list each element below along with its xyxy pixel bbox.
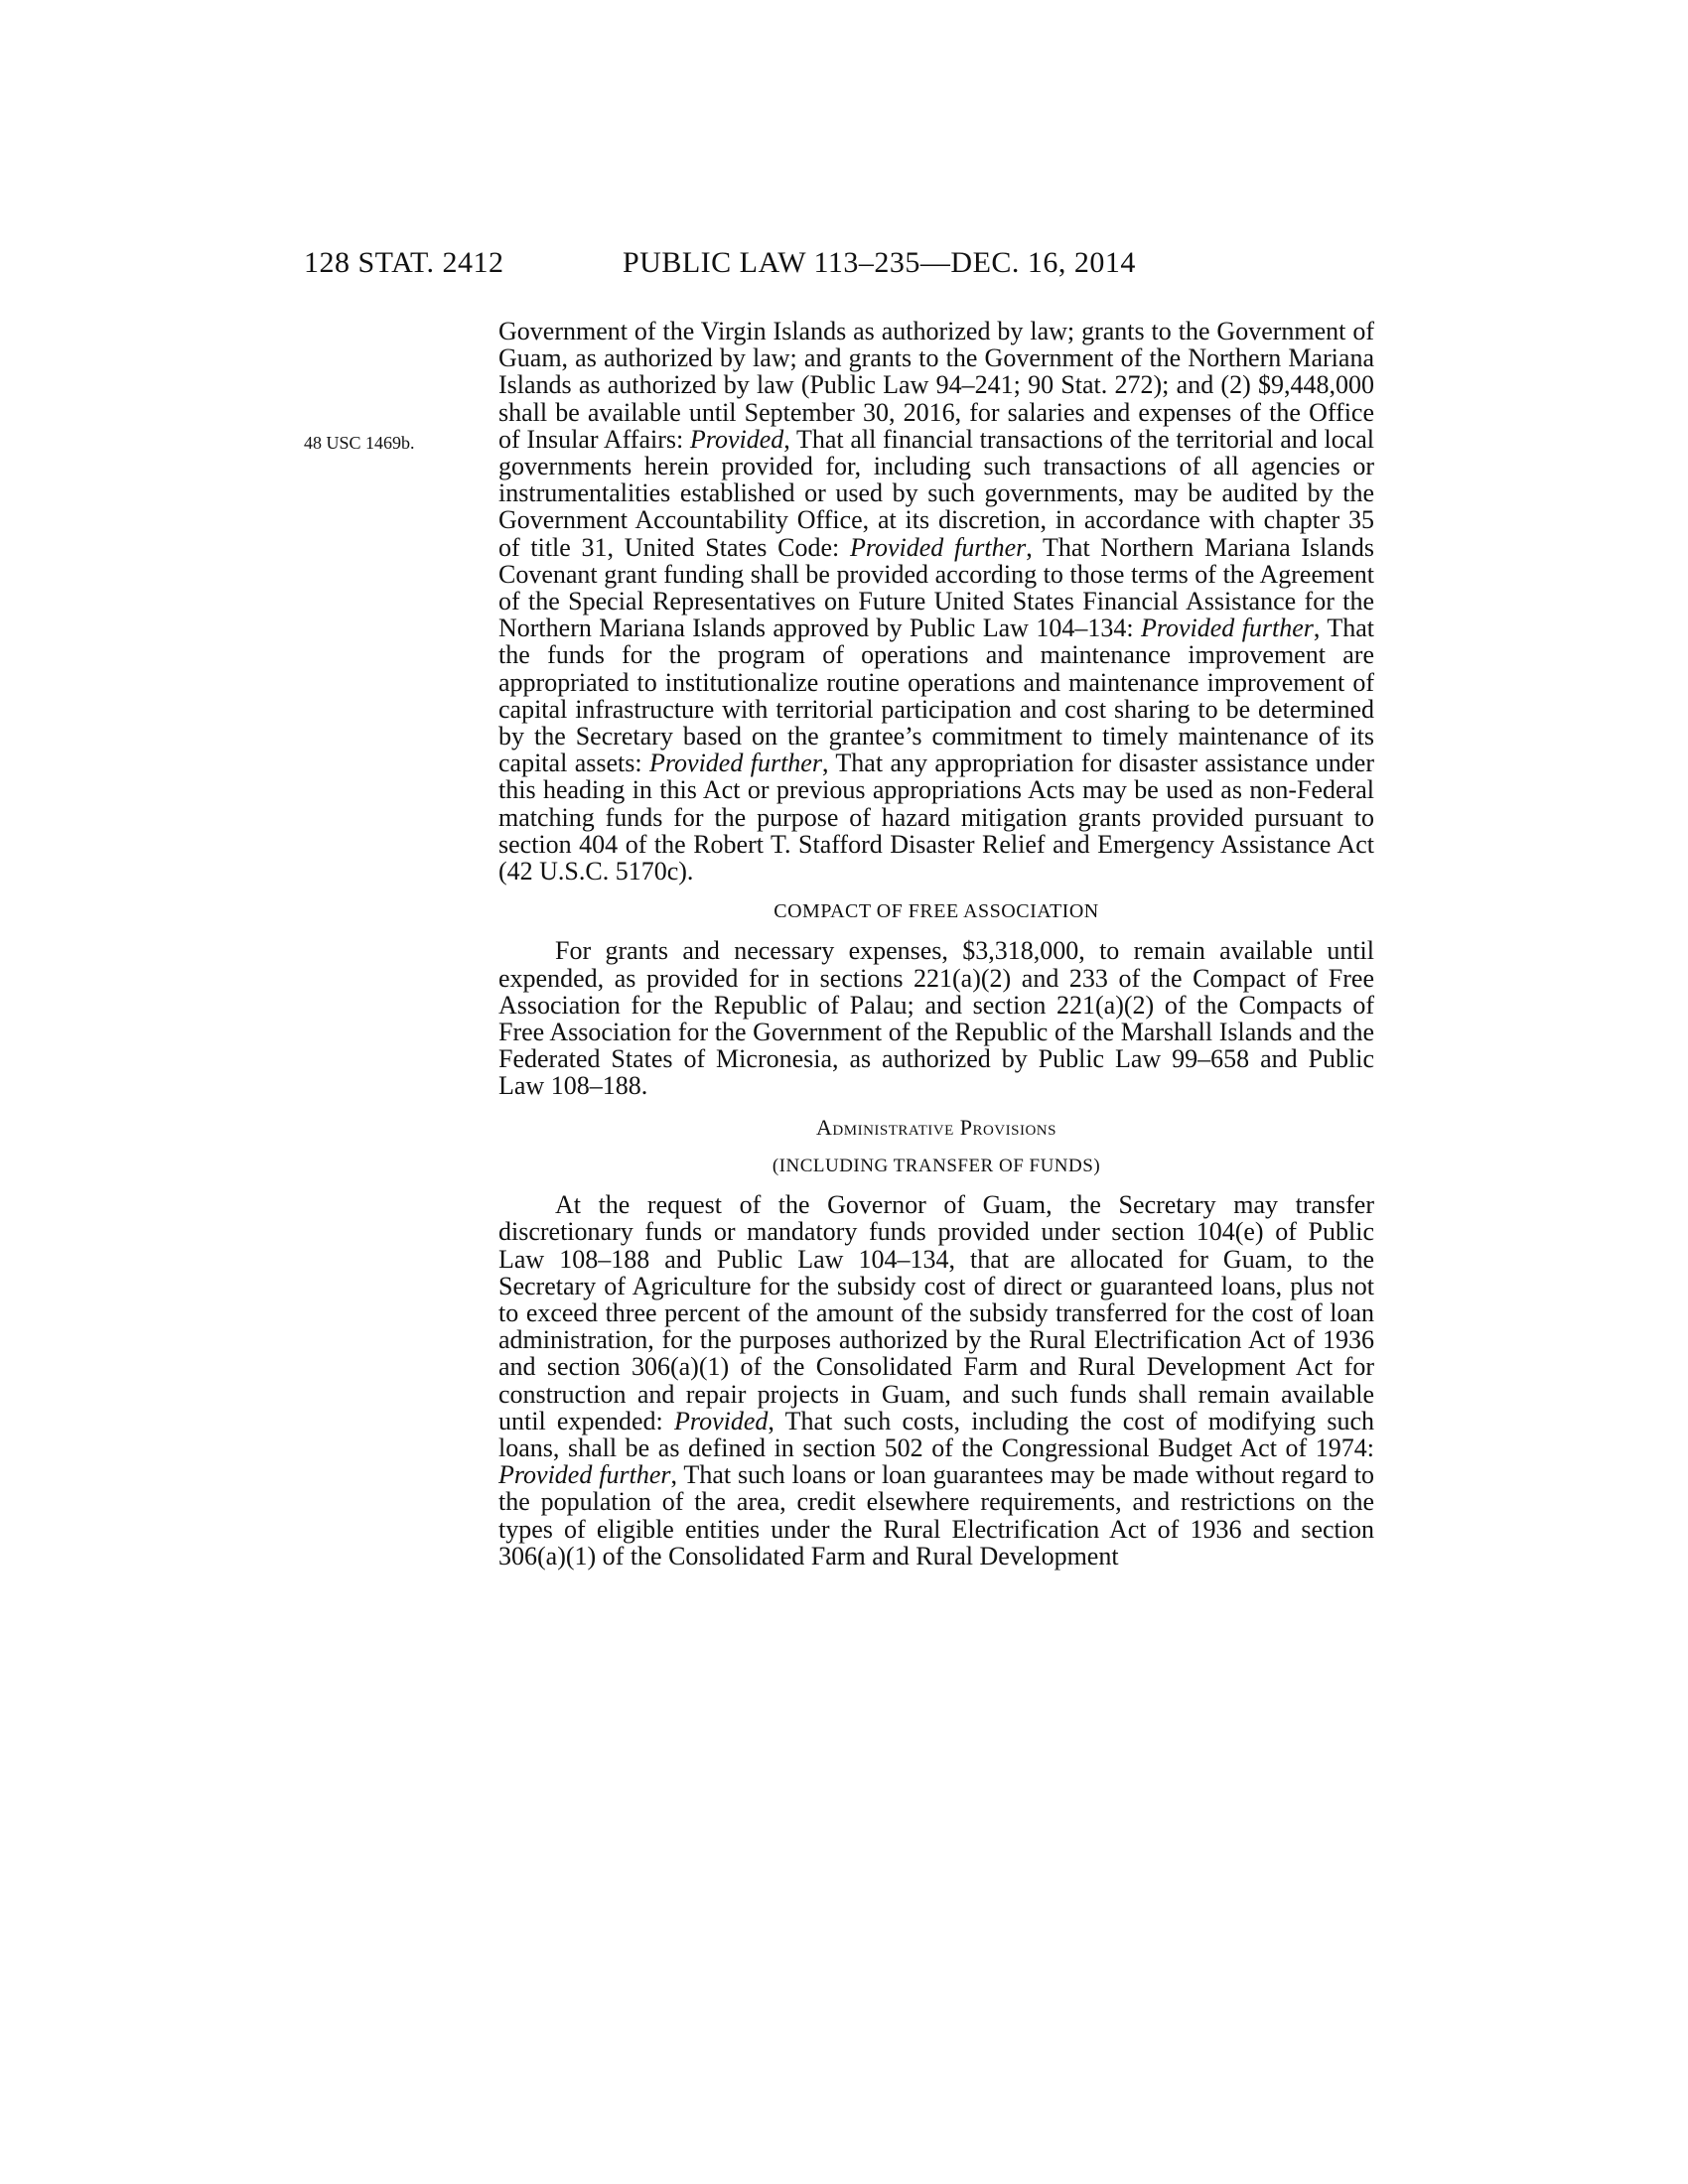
statute-page-number: 128 STAT. 2412 xyxy=(304,246,504,279)
heading-transfer-of-funds: (INCLUDING TRANSFER OF FUNDS) xyxy=(772,1155,1101,1176)
page-header xyxy=(0,246,1688,286)
paragraph-insular-affairs: Government of the Virgin Islands as authorized by law; grants to the Government of Guam, as authorized by law; and grants to the Government of the Northern Mariana Islands as authorized by law (Public Law 94–241; 90 Stat. 272); and (2) $9,448,000 shall be available until September 30, 2016, for salaries and expenses of the Office of Insular Affairs: Provided, That all financial transactions of the territorial and local governments herein provided for, including such transactions of all agencies or instrumentalities established or used by such governments, may be audited by the Government Accountability Office, at its discretion, in accordance with chapter 35 of title 31, United States Code: Provided further, That Northern Mariana Islands Covenant grant funding shall be provided according to those terms of the Agreement of the Special Representatives on Future United States Financial Assistance for the Northern Mariana Islands approved by Public Law 104–134: Provided further, That the funds for the program of operations and maintenance improvement are appropriated to institutionalize routine operations and maintenance improvement of capital infrastructure with territorial participation and cost sharing to be determined by the Secretary based on the grantee’s commitment to timely maintenance of its capital assets: Provided further, That any appropriation for disaster assistance under this heading in this Act or previous appropriations Acts may be used as non-Federal matching funds for the purpose of hazard mitigation grants provided pursuant to section 404 of the Robert T. Stafford Disaster Relief and Emergency Assistance Act (42 U.S.C. 5170c). xyxy=(498,317,1375,887)
heading-compact-free-association: COMPACT OF FREE ASSOCIATION xyxy=(774,900,1099,923)
paragraph-compact: For grants and necessary expenses, $3,318,000, to remain available until expended, as provided for in sections 221(a)(2) and 233 of the Compact of Free Association for the Republic of Palau; and section 221(a)(2) of the Compacts of Free Association for the Government of the Republic of the Marshall Islands and the Federated States of Micronesia, as authorized by Public Law 99–658 and Public Law 108–188. xyxy=(498,936,1374,1101)
heading-administrative-provisions: Administrative Provisions xyxy=(816,1114,1056,1140)
paragraph-guam-transfer: At the request of the Governor of Guam, the Secretary may transfer discretionary funds or mandatory funds provided under section 104(e) of Public Law 108–188 and Public Law 104–134, that are allocated for Guam, to the Secretary of Agriculture for the subsidy cost of direct or guaranteed loans, plus not to exceed three percent of the amount of the subsidy transferred for the cost of loan administration, for the purposes authorized by the Rural Electrification Act of 1936 and section 306(a)(1) of the Consolidated Farm and Rural Development Act for construction and repair projects in Guam, and such funds shall remain available until expended: Provided, That such costs, including the cost of modifying such loans, shall be as defined in section 502 of the Congressional Budget Act of 1974: Provided further, That such loans or loan guarantees may be made without regard to the population of the area, credit elsewhere requirements, and restrictions on the types of eligible entities under the Rural Electrification Act of 1936 and section 306(a)(1) of the Consolidated Farm and Rural Development xyxy=(498,1190,1374,1570)
margin-citation: 48 USC 1469b. xyxy=(304,433,415,453)
public-law-title: PUBLIC LAW 113–235—DEC. 16, 2014 xyxy=(623,246,1136,279)
document-body xyxy=(498,318,1374,1570)
